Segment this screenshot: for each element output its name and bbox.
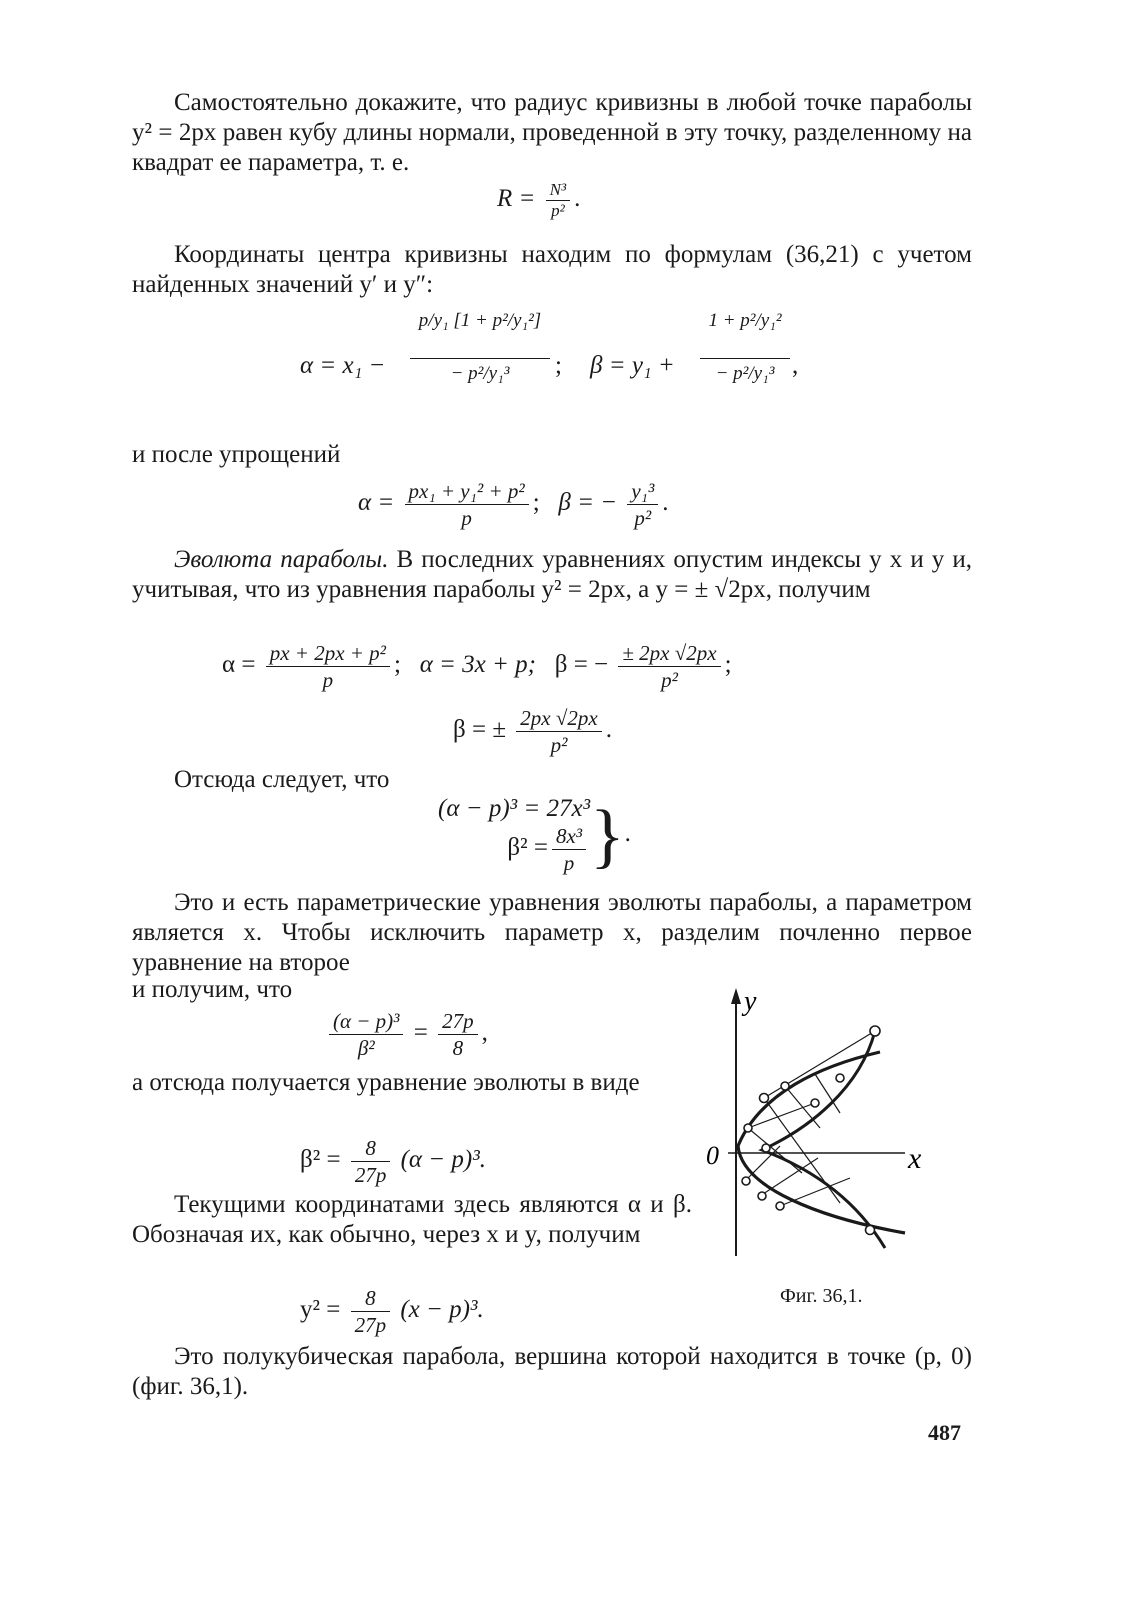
paragraph-6-text: Это и есть параметрические уравнения эволюты параболы, а параметром является x. Чтобы исключить параметр x, разделим почленно первое уравнение на второе [132, 889, 972, 976]
formula-evolute-eq-tail: (α − p)³. [400, 1146, 486, 1174]
formula-ratio-left-num: (α − p)³ [329, 1008, 403, 1035]
book-page: Самостоятельно докажите, что радиус кривизны в любой точке параболы y² = 2px равен кубу длины нормали, проведенной в эту точку, разделенному на квадрат ее параметра, т. е. R = $\frac{\text{N³}}{\text{p²}}$ . Координаты центра кривизны находим по формулам (36,21) с учетом найденных значений y′ и y″: α = x₁ − p/y₁ [1 + p²/y₁²] − p²/y₁³ ; β = y₁ + 1 + p²/y₁² − p²/y₁³ , и после упрощений α = $\frac{\text{px₁ + y₁² + p²}}{p}$ ; β = − $\frac{\text{y₁³}}{\text{p²}}$ . Эволюта параболы. В последних уравнениях опустим индексы у x и y и, учитывая, что из уравнения параболы y² = 2px, а y = ± √2px, получим α = $\frac{\text{px + 2px + p²}}{p}$ ; α = 3x + p; β = − $\frac{\pm 2px √2px}{\text{p²}}$ ; β = ± $\frac{2px √2px}{\text{p²}}$ . Отсюда следует, что (α − p)³ = 27x³ β² = $\frac{\text{8x³}}{p}$ }. Это и есть параметрические уравнения эволюты параболы, а параметром является x. Чтобы исключить параметр x, разделим почленно первое уравнение на второе и получим, что $\frac{\text{(α − p)³}}{\text{β²}}$ = $\frac{27p}{8}$ , а отсюда получается уравнение эволюты в виде β² = $\frac{8}{27p}$ (α − p)³. Текущими координатами здесь являются α и β. Обозначая их, как обычно, через x и y, получим y² = $\frac{8}{27p}$ (x − p)³. Это полукубическая парабола, вершина которой находится в точке (p, 0) (фиг. 36,1). y x 0 Фиг. 36,1. 487 [132, 89, 972, 1445]
formula-simplified-alpha-den: p [461, 506, 472, 530]
formula-semicubical-tail: (x − p)³. [400, 1296, 484, 1324]
paragraph-4 [132, 545, 972, 605]
formula-evolute-eq-den: 27p [354, 1163, 387, 1187]
paragraph-9: Это полукубическая парабола, вершина которой находится в точке (p, 0) (фиг. 36,1). [132, 1343, 972, 1400]
formula-alpha-compound: p/y₁ [1 + p²/y₁²] − p²/y₁³ [410, 310, 550, 385]
formula-system-line1: (α − p)³ = 27x³ [438, 795, 591, 822]
figure-evolute-parabola [700, 978, 940, 1268]
formula-ratio-right-num: 27p [438, 1008, 478, 1035]
formula-simplified-beta-lhs: β = − [558, 489, 618, 517]
formula-system-den: p [563, 851, 575, 875]
formula-semicubical-den: 27p [354, 1313, 387, 1337]
formula-ratio-left-den: β² [357, 1036, 375, 1060]
formula-radius-den: p² [551, 201, 565, 220]
paragraph-4-text: В последних уравнениях опустим индексы у x и y и, учитывая, что из уравнения параболы y² = 2px, а y = ± √2px, получим [132, 546, 972, 603]
paragraph-7: а отсюда получается уравнение эволюты в виде [132, 1069, 640, 1096]
formula-beta-lhs: β = y₁ + [590, 352, 675, 379]
formula-simplified-beta-num: y₁³ [627, 478, 658, 505]
formula-evolute-beta2-den: p² [550, 733, 568, 757]
formula-semicubical-num: 8 [351, 1285, 391, 1312]
formula-evolute-params: α = $\frac{\text{px + 2px + p²}}{p}$ ; α = 3x + p; β = − $\frac{\pm 2px √2px}{\text{p²}}$ ; [222, 641, 732, 692]
paragraph-6b: и получим, что [132, 976, 293, 1003]
formula-evolute-beta2-num: 2px √2px [516, 705, 601, 732]
formula-simplified-alpha-lhs: α = [358, 489, 395, 517]
paragraph-3: и после упрощений [132, 441, 341, 468]
y-axis-label: y [744, 986, 757, 1017]
formula-radius: R = $\frac{\text{N³}}{\text{p²}}$ . [497, 180, 581, 220]
formula-evolute-alpha-simplified: α = 3x + p; [419, 651, 536, 679]
formula-simplified: α = $\frac{\text{px₁ + y₁² + p²}}{p}$ ; β = − $\frac{\text{y₁³}}{\text{p²}}$ . [358, 479, 669, 530]
x-axis-label: x [908, 1142, 922, 1175]
formula-semicubical: y² = $\frac{8}{27p}$ (x − p)³. [300, 1286, 484, 1337]
formula-simplified-alpha-num: px₁ + y₁² + p² [405, 478, 529, 505]
formula-system-num: 8x³ [552, 823, 586, 850]
formula-evolute-alpha-num: px + 2px + p² [266, 640, 390, 667]
evolute-curve [762, 1031, 885, 1248]
paragraph-6 [132, 888, 972, 978]
paragraph-1: Самостоятельно докажите, что радиус кривизны в любой точке параболы y² = 2px равен кубу длины нормали, проведенной в эту точку, разделенному на квадрат ее параметра, т. е. [132, 89, 972, 176]
formula-ratio: $\frac{\text{(α − p)³}}{\text{β²}}$ = $\frac{27p}{8}$ , [325, 1008, 488, 1061]
formula-evolute-beta-num: ± 2px √2px [618, 640, 720, 667]
formula-evolute-equation: β² = $\frac{8}{27p}$ (α − p)³. [300, 1136, 486, 1187]
formula-beta-compound: 1 + p²/y₁² − p²/y₁³ [700, 310, 790, 385]
section-title-evolute: Эволюта параболы. [174, 546, 389, 573]
formula-simplified-beta-den: p² [634, 506, 652, 530]
y-axis-arrow [731, 988, 741, 1004]
parabola-curve [738, 1052, 905, 1233]
formula-evolute-beta-den: p² [661, 668, 678, 692]
paragraph-5: Отсюда следует, что [174, 766, 390, 793]
paragraph-2: Координаты центра кривизны находим по формулам (36,21) с учетом найденных значений y′ и y″: [132, 241, 972, 298]
formula-evolute-beta: β = ± $\frac{2px √2px}{\text{p²}}$ . [453, 706, 612, 757]
page-number: 487 [928, 1420, 961, 1445]
formula-ratio-right-den: 8 [452, 1036, 464, 1060]
figure-caption: Фиг. 36,1. [780, 1285, 863, 1307]
formula-evolute-eq-num: 8 [351, 1135, 391, 1162]
formula-radius-lhs: R = [497, 185, 536, 213]
origin-label: 0 [706, 1141, 719, 1170]
formula-radius-num: N³ [546, 180, 570, 201]
formula-evolute-alpha-den: p [322, 668, 334, 692]
formula-alpha-lhs: α = x₁ − [300, 352, 386, 379]
paragraph-8: Текущими координатами здесь являются α и β. Обозначая их, как обычно, через x и y, получим [132, 1191, 692, 1248]
formula-system: (α − p)³ = 27x³ β² = $\frac{\text{8x³}}{p}$ }. [438, 795, 631, 876]
